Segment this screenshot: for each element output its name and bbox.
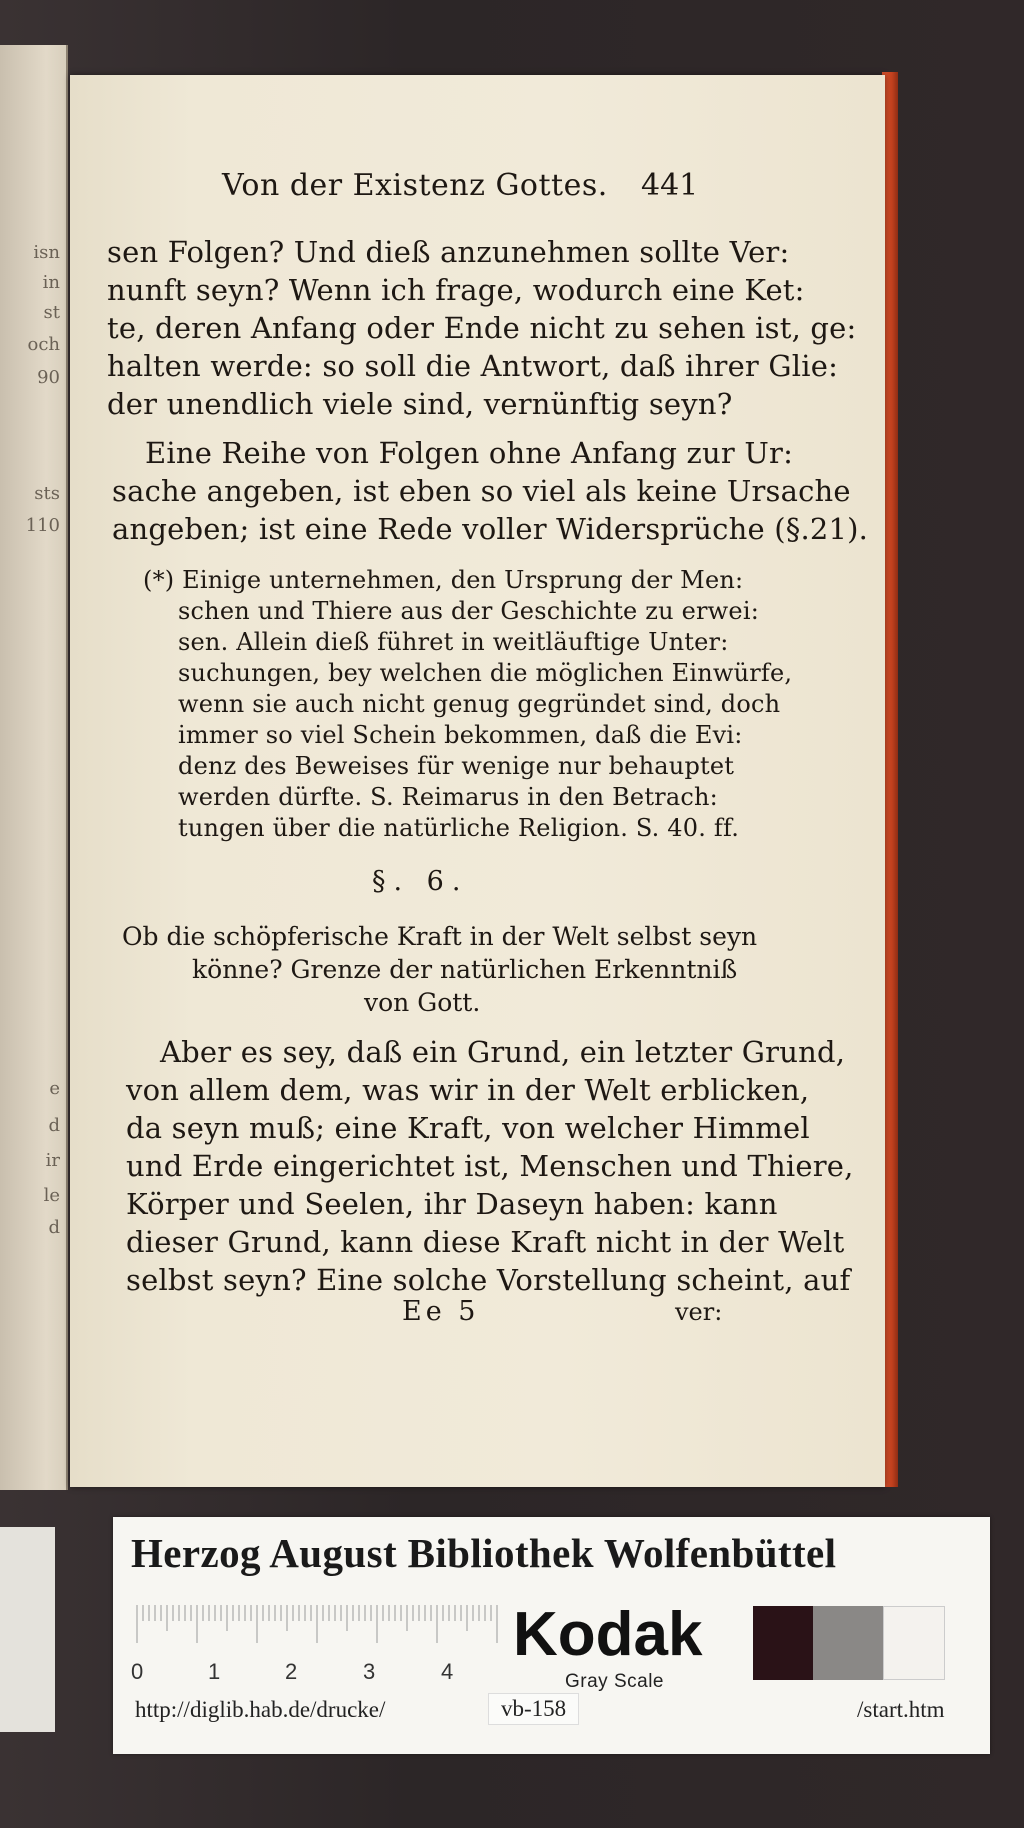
page-number: 441	[641, 168, 699, 203]
body-line: nunft seyn? Wenn ich frage, wodurch eine Ket:	[107, 273, 805, 307]
left-fragment: sts	[34, 483, 60, 504]
body-line: da seyn muß; eine Kraft, von welcher Himmel	[126, 1111, 810, 1145]
left-fragment: och	[27, 334, 60, 355]
url-suffix: /start.htm	[857, 1697, 945, 1722]
left-fragment: e	[49, 1078, 60, 1099]
left-fragment: le	[43, 1185, 60, 1206]
footnote-line: werden dürfte. S. Reimarus in den Betrach:	[178, 783, 718, 811]
left-fragment: 110	[25, 515, 60, 536]
footnote-line: suchungen, bey welchen die möglichen Einwürfe,	[178, 659, 793, 687]
left-fragment: ir	[45, 1150, 60, 1171]
running-head: Von der Existenz Gottes.	[222, 168, 608, 203]
body-line: selbst seyn? Eine solche Vorstellung scheint, auf	[126, 1263, 851, 1297]
ruler-label: 2	[285, 1659, 298, 1684]
body-line: te, deren Anfang oder Ende nicht zu sehen ist, ge:	[107, 311, 857, 345]
left-fragment: d	[48, 1217, 60, 1238]
color-checker-card	[113, 1517, 990, 1754]
signature-mark: Ee 5	[402, 1296, 480, 1327]
body-line: und Erde eingerichtet ist, Menschen und Thiere,	[126, 1149, 854, 1183]
left-fragment: isn	[33, 242, 60, 263]
adjacent-card-fragment	[0, 1527, 55, 1732]
swatch-gray	[813, 1606, 883, 1680]
body-line: der unendlich viele sind, vernünftig seyn?	[107, 387, 733, 421]
body-line: sache angeben, ist eben so viel als keine Ursache	[112, 474, 851, 508]
swatch-black	[753, 1606, 813, 1680]
footnote-line: (*) Einige unternehmen, den Ursprung der Men:	[143, 566, 744, 594]
ruler-label: 4	[441, 1659, 454, 1684]
ruler-label: 1	[208, 1659, 221, 1684]
footnote-line: tungen über die natürliche Religion. S. 40. ff.	[178, 814, 740, 842]
footnote-line: denz des Beweises für wenige nur behauptet	[178, 752, 735, 780]
left-fragment: d	[48, 1115, 60, 1136]
body-line: halten werde: so soll die Antwort, daß ihrer Glie:	[107, 349, 839, 383]
body-line: sen Folgen? Und dieß anzunehmen sollte Ver:	[107, 235, 790, 269]
left-fragment: in	[42, 272, 60, 293]
body-line: Eine Reihe von Folgen ohne Anfang zur Ur:	[145, 436, 794, 470]
catchword: ver:	[675, 1298, 723, 1326]
footnote-line: wenn sie auch nicht genug gegründet sind, doch	[178, 690, 781, 718]
footnote-line: sen. Allein dieß führet in weitläuftige Unter:	[178, 628, 729, 656]
ruler-scale	[135, 1605, 505, 1645]
footnote-line: schen und Thiere aus der Geschichte zu erwei:	[178, 597, 759, 625]
ruler-label: 0	[131, 1659, 144, 1684]
section-heading-line: Ob die schöpferische Kraft in der Welt selbst seyn	[122, 922, 758, 951]
body-line: Körper und Seelen, ihr Daseyn haben: kann	[126, 1187, 778, 1221]
gray-scale-label: Gray Scale	[565, 1671, 664, 1692]
section-heading-line: könne? Grenze der natürlichen Erkenntniß	[192, 955, 738, 984]
section-heading-line: von Gott.	[364, 988, 481, 1017]
body-line: dieser Grund, kann diese Kraft nicht in der Welt	[126, 1225, 845, 1259]
footnote-line: immer so viel Schein bekommen, daß die Evi:	[178, 721, 743, 749]
facing-page-edge	[0, 45, 68, 1490]
swatch-white	[883, 1606, 945, 1680]
library-name: Herzog August Bibliothek Wolfenbüttel	[131, 1530, 837, 1576]
shelfmark: vb-158	[488, 1693, 579, 1725]
section-mark: §. 6.	[372, 866, 469, 897]
left-fragment: st	[43, 302, 60, 323]
kodak-logo: Kodak	[513, 1600, 703, 1669]
body-line: von allem dem, was wir in der Welt erblicken,	[126, 1073, 810, 1107]
body-line: Aber es sey, daß ein Grund, ein letzter Grund,	[160, 1035, 846, 1069]
url-prefix: http://diglib.hab.de/drucke/	[135, 1697, 386, 1722]
body-line: angeben; ist eine Rede voller Widersprüche (§.21).	[112, 512, 869, 546]
ruler-label: 3	[363, 1659, 376, 1684]
left-fragment: 90	[37, 367, 60, 388]
